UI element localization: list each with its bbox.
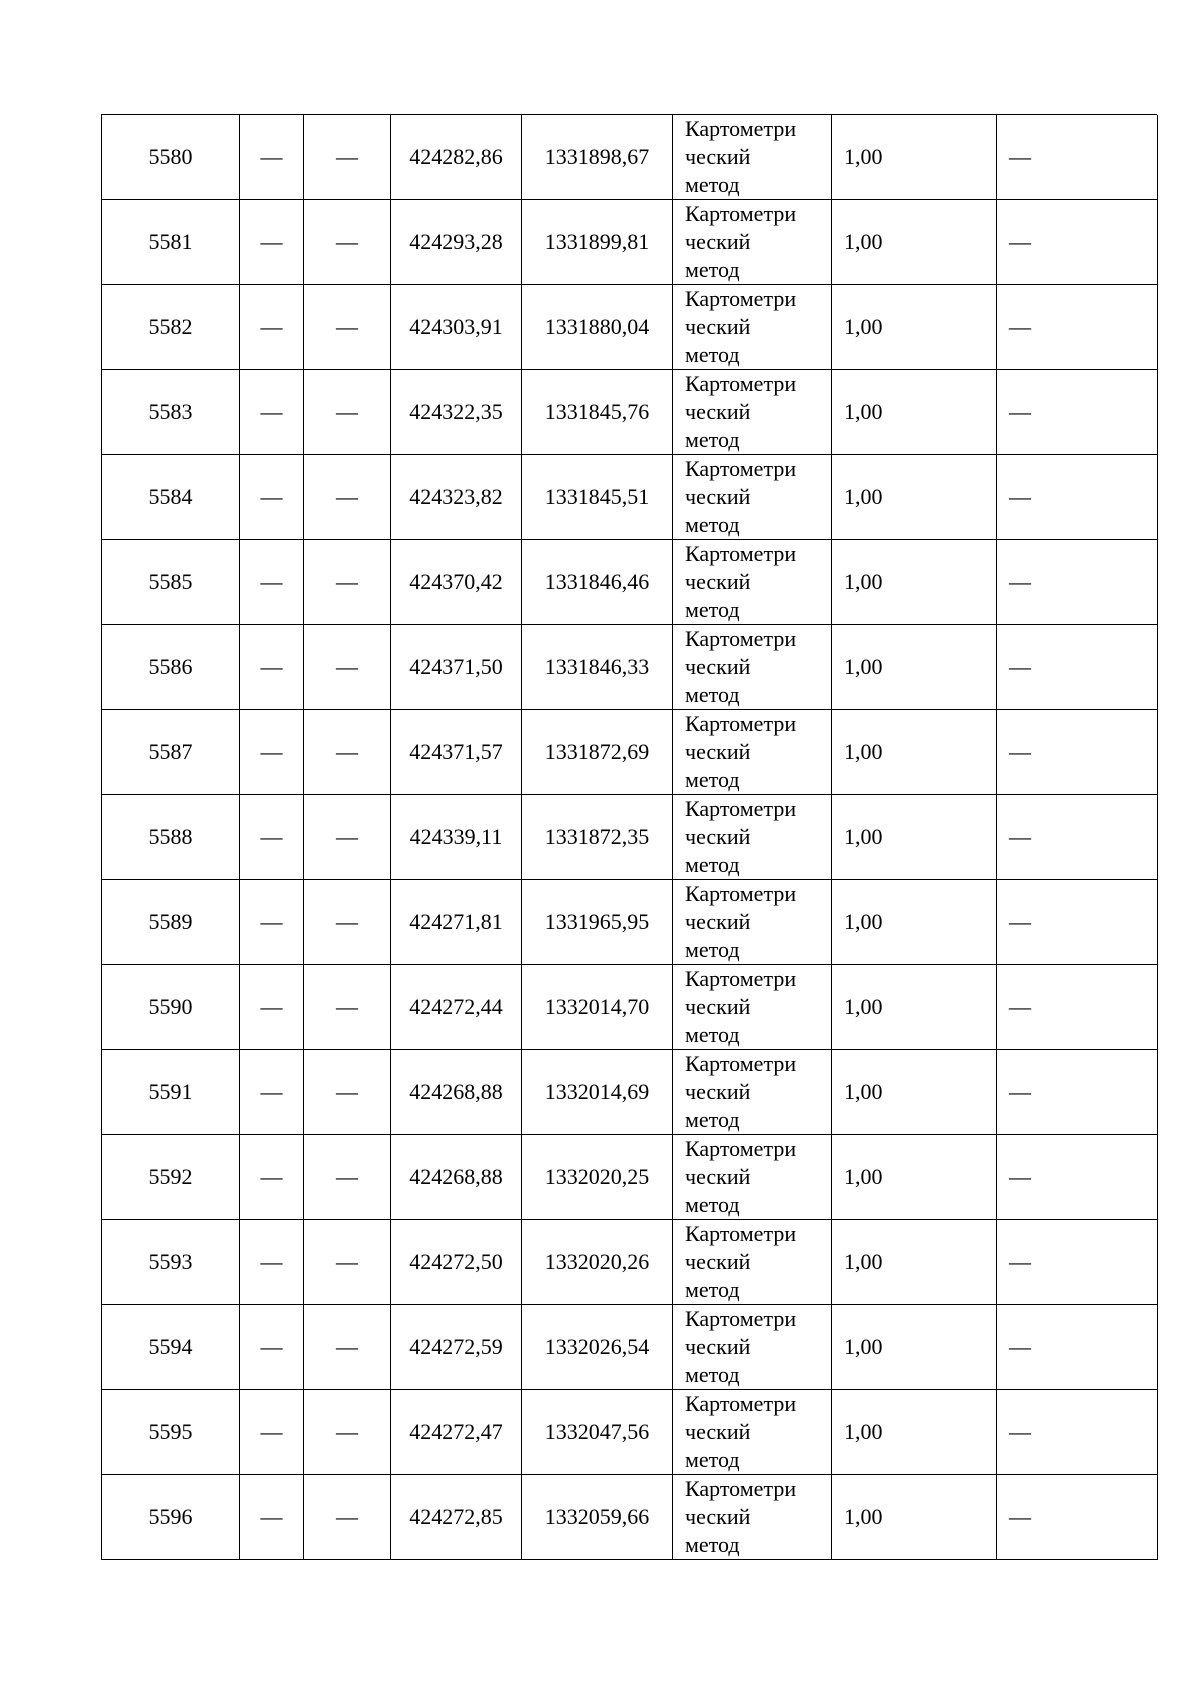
- x-coordinate-cell: 424282,86: [391, 115, 522, 200]
- old-x-cell: —: [240, 1050, 304, 1135]
- accuracy-cell: 1,00: [832, 625, 997, 710]
- old-y-cell: —: [304, 625, 391, 710]
- x-coordinate-cell: 424303,91: [391, 285, 522, 370]
- method-cell: [673, 285, 832, 370]
- method-line-3: метод: [685, 1192, 740, 1217]
- description-cell: —: [997, 115, 1158, 200]
- table-row: [102, 285, 1157, 370]
- old-y-cell: —: [304, 455, 391, 540]
- coordinates-table: [101, 114, 1157, 1560]
- accuracy-cell: 1,00: [832, 1135, 997, 1220]
- accuracy-cell: 1,00: [832, 880, 997, 965]
- x-coordinate-cell: 424272,47: [391, 1390, 522, 1475]
- description-cell: —: [997, 1390, 1158, 1475]
- y-coordinate-cell: 1332014,69: [522, 1050, 673, 1135]
- table-row: [102, 880, 1157, 965]
- old-x-cell: —: [240, 200, 304, 285]
- method-line-3: метод: [685, 682, 740, 707]
- method-line-1: Картометри: [685, 1476, 797, 1501]
- point-number-cell: 5591: [102, 1050, 240, 1135]
- x-coordinate-cell: 424339,11: [391, 795, 522, 880]
- x-coordinate-cell: 424268,88: [391, 1135, 522, 1220]
- accuracy-cell: 1,00: [832, 1050, 997, 1135]
- table-row: [102, 540, 1157, 625]
- method-cell: [673, 710, 832, 795]
- y-coordinate-cell: 1331846,46: [522, 540, 673, 625]
- accuracy-cell: 1,00: [832, 285, 997, 370]
- old-x-cell: —: [240, 1390, 304, 1475]
- method-line-3: метод: [685, 172, 740, 197]
- method-cell: [673, 625, 832, 710]
- accuracy-cell: 1,00: [832, 795, 997, 880]
- x-coordinate-cell: 424271,81: [391, 880, 522, 965]
- description-cell: —: [997, 370, 1158, 455]
- method-line-2: ческий: [685, 1079, 751, 1104]
- method-line-3: метод: [685, 1107, 740, 1132]
- old-x-cell: —: [240, 965, 304, 1050]
- point-number-cell: 5584: [102, 455, 240, 540]
- old-x-cell: —: [240, 455, 304, 540]
- method-line-2: ческий: [685, 1164, 751, 1189]
- accuracy-cell: 1,00: [832, 115, 997, 200]
- table-row: [102, 1305, 1157, 1390]
- x-coordinate-cell: 424371,57: [391, 710, 522, 795]
- old-y-cell: —: [304, 1050, 391, 1135]
- method-cell: [673, 880, 832, 965]
- old-y-cell: —: [304, 540, 391, 625]
- method-cell: [673, 1305, 832, 1390]
- method-line-1: Картометри: [685, 1051, 797, 1076]
- table-row: [102, 115, 1157, 200]
- old-x-cell: —: [240, 625, 304, 710]
- method-line-1: Картометри: [685, 371, 797, 396]
- old-x-cell: —: [240, 1475, 304, 1560]
- description-cell: —: [997, 1220, 1158, 1305]
- method-cell: [673, 965, 832, 1050]
- y-coordinate-cell: 1332059,66: [522, 1475, 673, 1560]
- method-cell: [673, 540, 832, 625]
- old-x-cell: —: [240, 795, 304, 880]
- method-line-1: Картометри: [685, 1306, 797, 1331]
- method-line-2: ческий: [685, 1504, 751, 1529]
- accuracy-cell: 1,00: [832, 540, 997, 625]
- method-line-1: Картометри: [685, 201, 797, 226]
- accuracy-cell: 1,00: [832, 965, 997, 1050]
- method-line-3: метод: [685, 342, 740, 367]
- method-line-1: Картометри: [685, 286, 797, 311]
- x-coordinate-cell: 424371,50: [391, 625, 522, 710]
- y-coordinate-cell: 1332047,56: [522, 1390, 673, 1475]
- point-number-cell: 5592: [102, 1135, 240, 1220]
- method-line-1: Картометри: [685, 881, 797, 906]
- x-coordinate-cell: 424322,35: [391, 370, 522, 455]
- method-line-3: метод: [685, 512, 740, 537]
- method-line-3: метод: [685, 427, 740, 452]
- old-y-cell: —: [304, 285, 391, 370]
- description-cell: —: [997, 200, 1158, 285]
- old-y-cell: —: [304, 370, 391, 455]
- x-coordinate-cell: 424323,82: [391, 455, 522, 540]
- point-number-cell: 5582: [102, 285, 240, 370]
- method-line-3: метод: [685, 257, 740, 282]
- y-coordinate-cell: 1331872,69: [522, 710, 673, 795]
- method-line-2: ческий: [685, 1419, 751, 1444]
- old-y-cell: —: [304, 1390, 391, 1475]
- table-row: [102, 455, 1157, 540]
- point-number-cell: 5595: [102, 1390, 240, 1475]
- method-cell: [673, 115, 832, 200]
- method-line-1: Картометри: [685, 1391, 797, 1416]
- description-cell: —: [997, 1135, 1158, 1220]
- y-coordinate-cell: 1331899,81: [522, 200, 673, 285]
- method-cell: [673, 795, 832, 880]
- y-coordinate-cell: 1331880,04: [522, 285, 673, 370]
- description-cell: —: [997, 540, 1158, 625]
- method-line-1: Картометри: [685, 1221, 797, 1246]
- old-y-cell: —: [304, 1475, 391, 1560]
- method-line-3: метод: [685, 1277, 740, 1302]
- method-line-2: ческий: [685, 144, 751, 169]
- point-number-cell: 5586: [102, 625, 240, 710]
- method-line-3: метод: [685, 1022, 740, 1047]
- y-coordinate-cell: 1331872,35: [522, 795, 673, 880]
- accuracy-cell: 1,00: [832, 200, 997, 285]
- table-row: [102, 1220, 1157, 1305]
- method-cell: [673, 200, 832, 285]
- method-line-2: ческий: [685, 399, 751, 424]
- x-coordinate-cell: 424272,59: [391, 1305, 522, 1390]
- old-x-cell: —: [240, 880, 304, 965]
- accuracy-cell: 1,00: [832, 1305, 997, 1390]
- accuracy-cell: 1,00: [832, 1390, 997, 1475]
- old-x-cell: —: [240, 710, 304, 795]
- description-cell: —: [997, 965, 1158, 1050]
- old-x-cell: —: [240, 1220, 304, 1305]
- method-line-3: метод: [685, 1362, 740, 1387]
- method-line-2: ческий: [685, 569, 751, 594]
- description-cell: —: [997, 1305, 1158, 1390]
- method-cell: [673, 370, 832, 455]
- y-coordinate-cell: 1332020,25: [522, 1135, 673, 1220]
- method-line-3: метод: [685, 597, 740, 622]
- old-y-cell: —: [304, 115, 391, 200]
- method-line-1: Картометри: [685, 796, 797, 821]
- method-line-2: ческий: [685, 1249, 751, 1274]
- point-number-cell: 5596: [102, 1475, 240, 1560]
- y-coordinate-cell: 1332014,70: [522, 965, 673, 1050]
- point-number-cell: 5593: [102, 1220, 240, 1305]
- method-line-2: ческий: [685, 654, 751, 679]
- old-x-cell: —: [240, 1135, 304, 1220]
- old-y-cell: —: [304, 1220, 391, 1305]
- table-row: [102, 625, 1157, 710]
- method-line-3: метод: [685, 1447, 740, 1472]
- table-row: [102, 1475, 1157, 1560]
- x-coordinate-cell: 424268,88: [391, 1050, 522, 1135]
- x-coordinate-cell: 424272,44: [391, 965, 522, 1050]
- table-row: [102, 795, 1157, 880]
- method-cell: [673, 1050, 832, 1135]
- method-line-2: ческий: [685, 484, 751, 509]
- method-cell: [673, 1135, 832, 1220]
- method-line-2: ческий: [685, 314, 751, 339]
- description-cell: —: [997, 710, 1158, 795]
- description-cell: —: [997, 455, 1158, 540]
- method-line-1: Картометри: [685, 541, 797, 566]
- method-line-2: ческий: [685, 824, 751, 849]
- old-y-cell: —: [304, 1135, 391, 1220]
- x-coordinate-cell: 424370,42: [391, 540, 522, 625]
- old-x-cell: —: [240, 370, 304, 455]
- description-cell: —: [997, 880, 1158, 965]
- method-cell: [673, 1390, 832, 1475]
- method-line-1: Картометри: [685, 626, 797, 651]
- method-cell: [673, 1220, 832, 1305]
- x-coordinate-cell: 424272,50: [391, 1220, 522, 1305]
- old-x-cell: —: [240, 1305, 304, 1390]
- method-line-3: метод: [685, 767, 740, 792]
- old-y-cell: —: [304, 710, 391, 795]
- description-cell: —: [997, 1475, 1158, 1560]
- method-line-1: Картометри: [685, 116, 797, 141]
- description-cell: —: [997, 795, 1158, 880]
- point-number-cell: 5590: [102, 965, 240, 1050]
- method-cell: [673, 1475, 832, 1560]
- method-line-3: метод: [685, 937, 740, 962]
- accuracy-cell: 1,00: [832, 710, 997, 795]
- y-coordinate-cell: 1331845,51: [522, 455, 673, 540]
- table-row: [102, 370, 1157, 455]
- y-coordinate-cell: 1331965,95: [522, 880, 673, 965]
- point-number-cell: 5587: [102, 710, 240, 795]
- method-line-3: метод: [685, 852, 740, 877]
- method-line-2: ческий: [685, 229, 751, 254]
- accuracy-cell: 1,00: [832, 1475, 997, 1560]
- description-cell: —: [997, 625, 1158, 710]
- point-number-cell: 5585: [102, 540, 240, 625]
- table-row: [102, 1050, 1157, 1135]
- point-number-cell: 5588: [102, 795, 240, 880]
- description-cell: —: [997, 285, 1158, 370]
- old-x-cell: —: [240, 285, 304, 370]
- method-line-2: ческий: [685, 909, 751, 934]
- x-coordinate-cell: 424293,28: [391, 200, 522, 285]
- old-y-cell: —: [304, 965, 391, 1050]
- accuracy-cell: 1,00: [832, 1220, 997, 1305]
- point-number-cell: 5589: [102, 880, 240, 965]
- method-line-1: Картометри: [685, 711, 797, 736]
- description-cell: —: [997, 1050, 1158, 1135]
- point-number-cell: 5583: [102, 370, 240, 455]
- method-line-1: Картометри: [685, 456, 797, 481]
- old-y-cell: —: [304, 795, 391, 880]
- method-line-1: Картометри: [685, 966, 797, 991]
- method-line-2: ческий: [685, 1334, 751, 1359]
- y-coordinate-cell: 1332020,26: [522, 1220, 673, 1305]
- old-y-cell: —: [304, 200, 391, 285]
- method-cell: [673, 455, 832, 540]
- table-row: [102, 965, 1157, 1050]
- method-line-1: Картометри: [685, 1136, 797, 1161]
- y-coordinate-cell: 1331846,33: [522, 625, 673, 710]
- accuracy-cell: 1,00: [832, 455, 997, 540]
- method-line-2: ческий: [685, 994, 751, 1019]
- old-y-cell: —: [304, 1305, 391, 1390]
- y-coordinate-cell: 1332026,54: [522, 1305, 673, 1390]
- y-coordinate-cell: 1331845,76: [522, 370, 673, 455]
- accuracy-cell: 1,00: [832, 370, 997, 455]
- point-number-cell: 5580: [102, 115, 240, 200]
- y-coordinate-cell: 1331898,67: [522, 115, 673, 200]
- x-coordinate-cell: 424272,85: [391, 1475, 522, 1560]
- point-number-cell: 5581: [102, 200, 240, 285]
- table-row: [102, 200, 1157, 285]
- old-x-cell: —: [240, 115, 304, 200]
- table-row: [102, 1135, 1157, 1220]
- method-line-3: метод: [685, 1532, 740, 1557]
- method-line-2: ческий: [685, 739, 751, 764]
- table-row: [102, 1390, 1157, 1475]
- old-y-cell: —: [304, 880, 391, 965]
- table-row: [102, 710, 1157, 795]
- old-x-cell: —: [240, 540, 304, 625]
- point-number-cell: 5594: [102, 1305, 240, 1390]
